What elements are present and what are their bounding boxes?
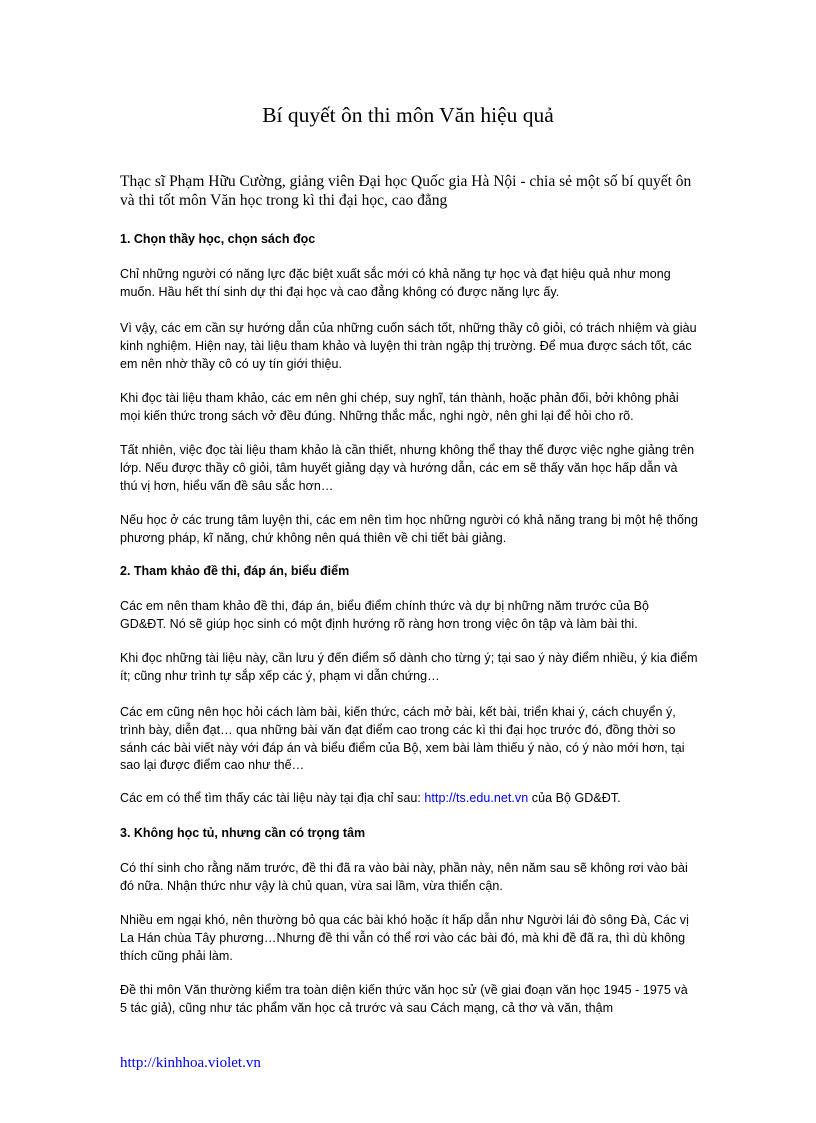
paragraph: Khi đọc tài liệu tham khảo, các em nên ghi chép, suy nghĩ, tán thành, hoặc phản đối, bởi không phải mọi kiến thức trong sách vở đều đúng. Những thắc mắc, nghi ngờ, nên ghi lại để hỏi cho rõ. [120, 391, 679, 423]
link-para-before: Các em có thể tìm thấy các tài liệu này tại địa chỉ sau: [120, 791, 425, 805]
paragraph: Đề thi môn Văn thường kiểm tra toàn diện kiến thức văn học sử (về giai đoạn văn học 1945 - 1975 và 5 tác giả), cũng như tác phẩm văn học cả trước và sau Cách mạng, cả thơ và văn, thậm [120, 983, 688, 1015]
link-para-after: của Bộ GD&ĐT. [528, 791, 621, 805]
section-heading-2: 2. Tham khảo đề thi, đáp án, biểu điểm [120, 564, 350, 578]
paragraph: Tất nhiên, việc đọc tài liệu tham khảo là cần thiết, nhưng không thể thay thế được việc nghe giảng trên lớp. Nếu được thầy cô giỏi, tâm huyết giảng dạy và hướng dẫn, các em sẽ thấy văn học hấp dẫn và thú vị hơn, hiểu vấn đề sâu sắc hơn… [120, 443, 695, 493]
paragraph: Chỉ những người có năng lực đặc biệt xuất sắc mới có khả năng tự học và đạt hiệu quả như mong muốn. Hầu hết thí sinh dự thi đại học và cao đẳng không có được năng lực ấy. [120, 267, 671, 299]
paragraph: Các em nên tham khảo đề thi, đáp án, biểu điểm chính thức và dự bị những năm trước của Bộ GD&ĐT. Nó sẽ giúp học sinh có một định hướng rõ ràng hơn trong việc ôn tập và làm bài thi. [120, 599, 650, 631]
paragraph: Khi đọc những tài liệu này, cần lưu ý đến điểm số dành cho từng ý; tại sao ý này điểm nhiều, ý kia điểm ít; cũng như trình tự sắp xếp các ý, phạm vi dẫn chứng… [120, 651, 698, 683]
document-title: Bí quyết ôn thi môn Văn hiệu quả [262, 103, 554, 127]
paragraph: Nếu học ở các trung tâm luyện thi, các em nên tìm học những người có khả năng trang bị một hệ thống phương pháp, kĩ năng, chứ không nên quá thiên về chi tiết bài giảng. [120, 513, 698, 545]
section-heading-1: 1. Chọn thầy học, chọn sách đọc [120, 232, 316, 246]
footer-link[interactable]: http://kinhhoa.violet.vn [120, 1055, 261, 1071]
section-heading-3: 3. Không học tủ, nhưng cần có trọng tâm [120, 826, 366, 840]
edu-link[interactable]: http://ts.edu.net.vn [424, 791, 529, 805]
lead-paragraph: Thạc sĩ Phạm Hữu Cường, giảng viên Đại học Quốc gia Hà Nội - chia sẻ một số bí quyết ôn và thi tốt môn Văn học trong kì thi đại học, cao đẳng [120, 173, 692, 209]
paragraph: Các em cũng nên học hỏi cách làm bài, kiến thức, cách mở bài, kết bài, triển khai ý, cách chuyển ý, trình bày, diễn đạt… qua những bài văn đạt điểm cao trong các kì thi đại học trước đó, đồng thời so sánh các bài viết này với đáp án và biểu điểm của Bộ, xem bài làm thiếu ý nào, có ý nào mới hơn, tại sao lại được điểm cao như thế… [120, 705, 685, 773]
paragraph: Nhiều em ngại khó, nên thường bỏ qua các bài khó hoặc ít hấp dẫn như Người lái đò sông Đà, Các vị La Hán chùa Tây phương…Nhưng đề thi vẫn có thể rơi vào các bài đó, mà khi đề đã ra, thì dù không thích cũng phải làm. [120, 913, 689, 963]
paragraph-with-link [120, 790, 698, 808]
paragraph: Vì vậy, các em cần sự hướng dẫn của những cuốn sách tốt, những thầy cô giỏi, có trách nhiệm và giàu kinh nghiệm. Hiện nay, tài liệu tham khảo và luyện thi tràn ngập thị trường. Để mua được sách tốt, các em nên nhờ thầy cô có uy tín giới thiệu. [120, 321, 697, 371]
paragraph: Có thí sinh cho rằng năm trước, đề thi đã ra vào bài này, phần này, nên năm sau sẽ không rơi vào bài đó nữa. Nhận thức như vậy là chủ quan, vừa sai lầm, vừa thiển cận. [120, 861, 688, 893]
